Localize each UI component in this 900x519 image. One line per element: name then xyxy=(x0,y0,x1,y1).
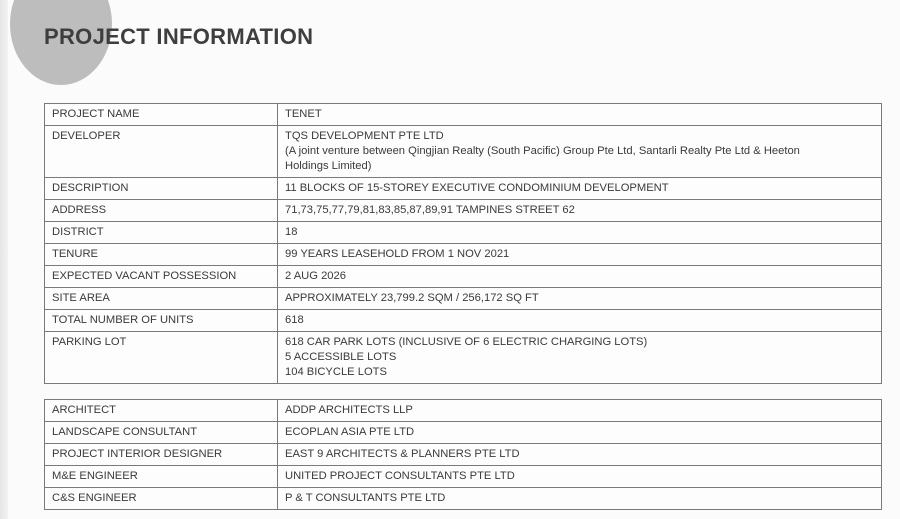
value-line: TENET xyxy=(285,108,322,120)
row-value xyxy=(278,422,882,444)
row-value xyxy=(278,488,882,510)
value-line: 18 xyxy=(285,226,298,238)
row-label: DESCRIPTION xyxy=(45,178,278,200)
value-line: 618 CAR PARK LOTS (INCLUSIVE OF 6 ELECTRIC CHARGING LOTS) xyxy=(285,336,648,348)
row-value xyxy=(278,332,882,384)
value-line: 5 ACCESSIBLE LOTS xyxy=(285,351,397,363)
row-label: C&S ENGINEER xyxy=(45,488,278,510)
table-row xyxy=(45,400,882,422)
table-row xyxy=(45,178,882,200)
row-label: DEVELOPER xyxy=(45,126,278,178)
row-value xyxy=(278,400,882,422)
table-row xyxy=(45,466,882,488)
value-line: Holdings Limited) xyxy=(285,160,372,172)
table-row xyxy=(45,422,882,444)
value-line: UNITED PROJECT CONSULTANTS PTE LTD xyxy=(285,470,515,482)
value-line: TQS DEVELOPMENT PTE LTD xyxy=(285,130,444,142)
table-row xyxy=(45,444,882,466)
value-line: 618 xyxy=(285,314,304,326)
row-value xyxy=(278,310,882,332)
value-line: 11 BLOCKS OF 15-STOREY EXECUTIVE CONDOMINIUM DEVELOPMENT xyxy=(285,182,669,194)
value-line: 104 BICYCLE LOTS xyxy=(285,366,387,378)
row-value xyxy=(278,288,882,310)
row-label: ARCHITECT xyxy=(45,400,278,422)
row-value xyxy=(278,222,882,244)
value-line: EAST 9 ARCHITECTS & PLANNERS PTE LTD xyxy=(285,448,520,460)
row-label: EXPECTED VACANT POSSESSION xyxy=(45,266,278,288)
row-label: DISTRICT xyxy=(45,222,278,244)
row-value xyxy=(278,444,882,466)
table-row xyxy=(45,310,882,332)
table-row xyxy=(45,288,882,310)
row-label: PARKING LOT xyxy=(45,332,278,384)
row-value xyxy=(278,126,882,178)
row-label: SITE AREA xyxy=(45,288,278,310)
row-label: TENURE xyxy=(45,244,278,266)
value-line: ADDP ARCHITECTS LLP xyxy=(285,404,413,416)
table-row xyxy=(45,332,882,384)
table-row xyxy=(45,222,882,244)
page-title: PROJECT INFORMATION xyxy=(44,24,314,49)
row-value xyxy=(278,200,882,222)
row-label: PROJECT INTERIOR DESIGNER xyxy=(45,444,278,466)
row-value xyxy=(278,244,882,266)
value-line: APPROXIMATELY 23,799.2 SQM / 256,172 SQ FT xyxy=(285,292,539,304)
table-row xyxy=(45,266,882,288)
value-line: 2 AUG 2026 xyxy=(285,270,346,282)
row-value xyxy=(278,104,882,126)
table-row xyxy=(45,200,882,222)
table-row xyxy=(45,126,882,178)
value-line: 99 YEARS LEASEHOLD FROM 1 NOV 2021 xyxy=(285,248,510,260)
value-line: P & T CONSULTANTS PTE LTD xyxy=(285,492,446,504)
row-label: M&E ENGINEER xyxy=(45,466,278,488)
row-label: PROJECT NAME xyxy=(45,104,278,126)
table-row xyxy=(45,488,882,510)
table-row xyxy=(45,104,882,126)
value-line: (A joint venture between Qingjian Realty (South Pacific) Group Pte Ltd, Santarli Realty Pte Ltd & Heeton xyxy=(285,145,800,157)
row-label: TOTAL NUMBER OF UNITS xyxy=(45,310,278,332)
project-info-table xyxy=(44,103,882,384)
consultants-table xyxy=(44,399,882,510)
value-line: 71,73,75,77,79,81,83,85,87,89,91 TAMPINES STREET 62 xyxy=(285,204,575,216)
page-edge-shadow xyxy=(0,0,8,519)
row-label: LANDSCAPE CONSULTANT xyxy=(45,422,278,444)
row-value xyxy=(278,466,882,488)
row-label: ADDRESS xyxy=(45,200,278,222)
row-value xyxy=(278,266,882,288)
row-value xyxy=(278,178,882,200)
value-line: ECOPLAN ASIA PTE LTD xyxy=(285,426,415,438)
table-row xyxy=(45,244,882,266)
